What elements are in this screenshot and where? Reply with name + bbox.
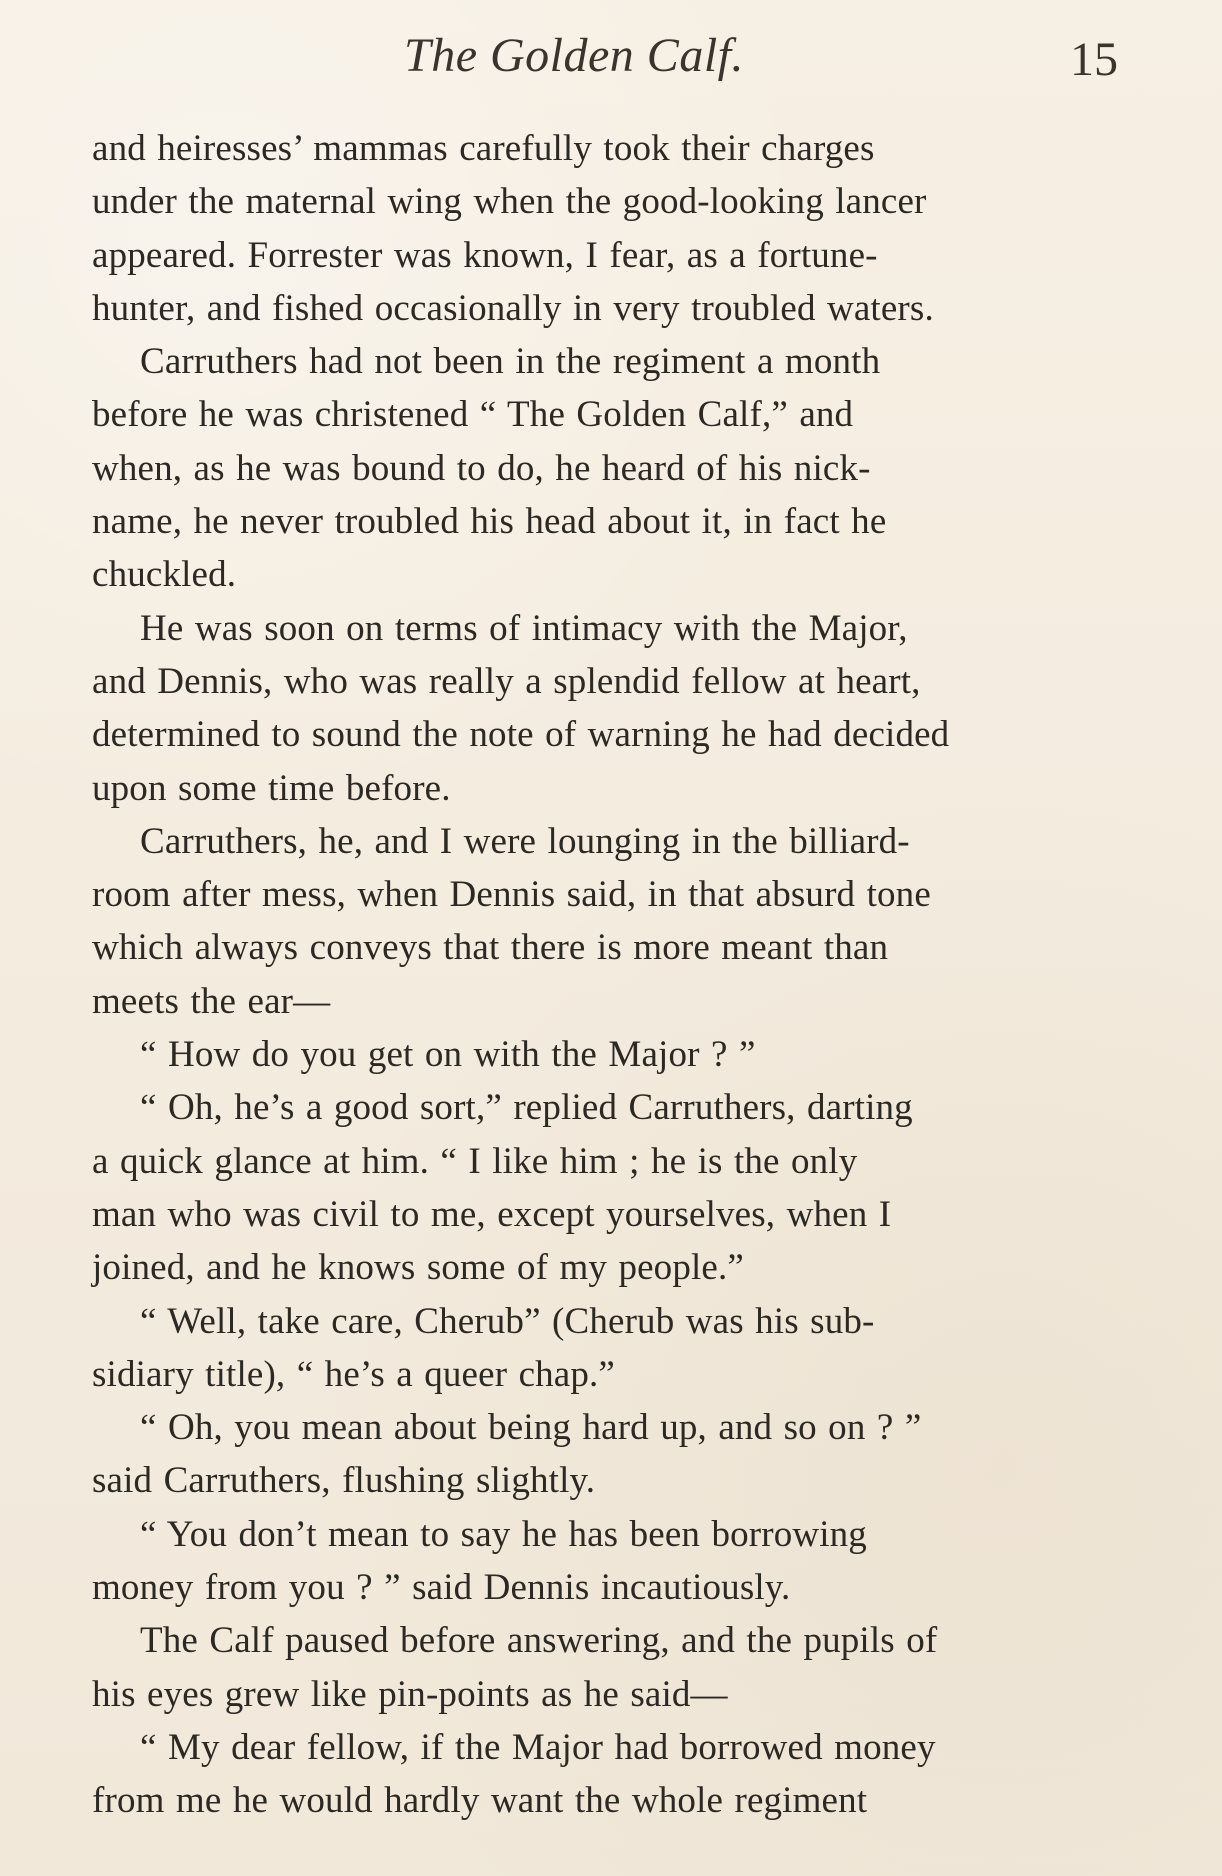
text-line: from me he would hardly want the whole regiment	[92, 1780, 868, 1822]
text-line: “ Oh, you mean about being hard up, and so on ? ”	[140, 1407, 922, 1449]
text-line: upon some time before.	[92, 767, 451, 809]
text-line: when, as he was bound to do, he heard of his nick-	[92, 447, 871, 489]
text-line: his eyes grew like pin-points as he said—	[92, 1673, 728, 1715]
text-line: determined to sound the note of warning he had decided	[92, 714, 950, 756]
text-line: “ You don’t mean to say he has been borrowing	[140, 1513, 867, 1555]
text-line: chuckled.	[92, 554, 237, 596]
text-line: He was soon on terms of intimacy with the Major,	[140, 607, 908, 649]
body-text	[92, 122, 1122, 1828]
text-line: name, he never troubled his head about it, in fact he	[92, 501, 887, 543]
text-line: “ Well, take care, Cherub” (Cherub was his sub-	[140, 1300, 875, 1342]
page-header	[0, 28, 1222, 98]
text-line: “ How do you get on with the Major ? ”	[140, 1034, 756, 1076]
text-line: “ My dear fellow, if the Major had borrowed money	[140, 1726, 936, 1768]
text-line: hunter, and fished occasionally in very troubled waters.	[92, 287, 934, 329]
text-line: sidiary title), “ he’s a queer chap.”	[92, 1353, 615, 1395]
text-line: “ Oh, he’s a good sort,” replied Carruthers, darting	[140, 1087, 913, 1129]
text-line: joined, and he knows some of my people.”	[92, 1247, 744, 1289]
text-line: meets the ear—	[92, 980, 331, 1022]
text-line: and heiresses’ mammas carefully took their charges	[92, 128, 875, 169]
text-line: Carruthers, he, and I were lounging in the billiard-	[140, 820, 910, 862]
text-line: before he was christened “ The Golden Calf,” and	[92, 394, 854, 436]
text-line: money from you ? ” said Dennis incautiously.	[92, 1567, 791, 1609]
page-number: 15	[1070, 33, 1118, 86]
text-line: under the maternal wing when the good-looking lancer	[92, 181, 927, 223]
text-line: man who was civil to me, except yourselves, when I	[92, 1193, 892, 1235]
text-line: a quick glance at him. “ I like him ; he is the only	[92, 1140, 858, 1182]
text-line: The Calf paused before answering, and the pupils of	[140, 1620, 938, 1662]
text-line: appeared. Forrester was known, I fear, as a fortune-	[92, 234, 878, 276]
text-line: room after mess, when Dennis said, in that absurd tone	[92, 874, 931, 916]
text-line: which always conveys that there is more meant than	[92, 927, 889, 969]
running-title: The Golden Calf.	[404, 29, 744, 82]
text-line: and Dennis, who was really a splendid fellow at heart,	[92, 660, 921, 702]
text-line: Carruthers had not been in the regiment a month	[140, 341, 881, 383]
text-line: said Carruthers, flushing slightly.	[92, 1460, 596, 1502]
